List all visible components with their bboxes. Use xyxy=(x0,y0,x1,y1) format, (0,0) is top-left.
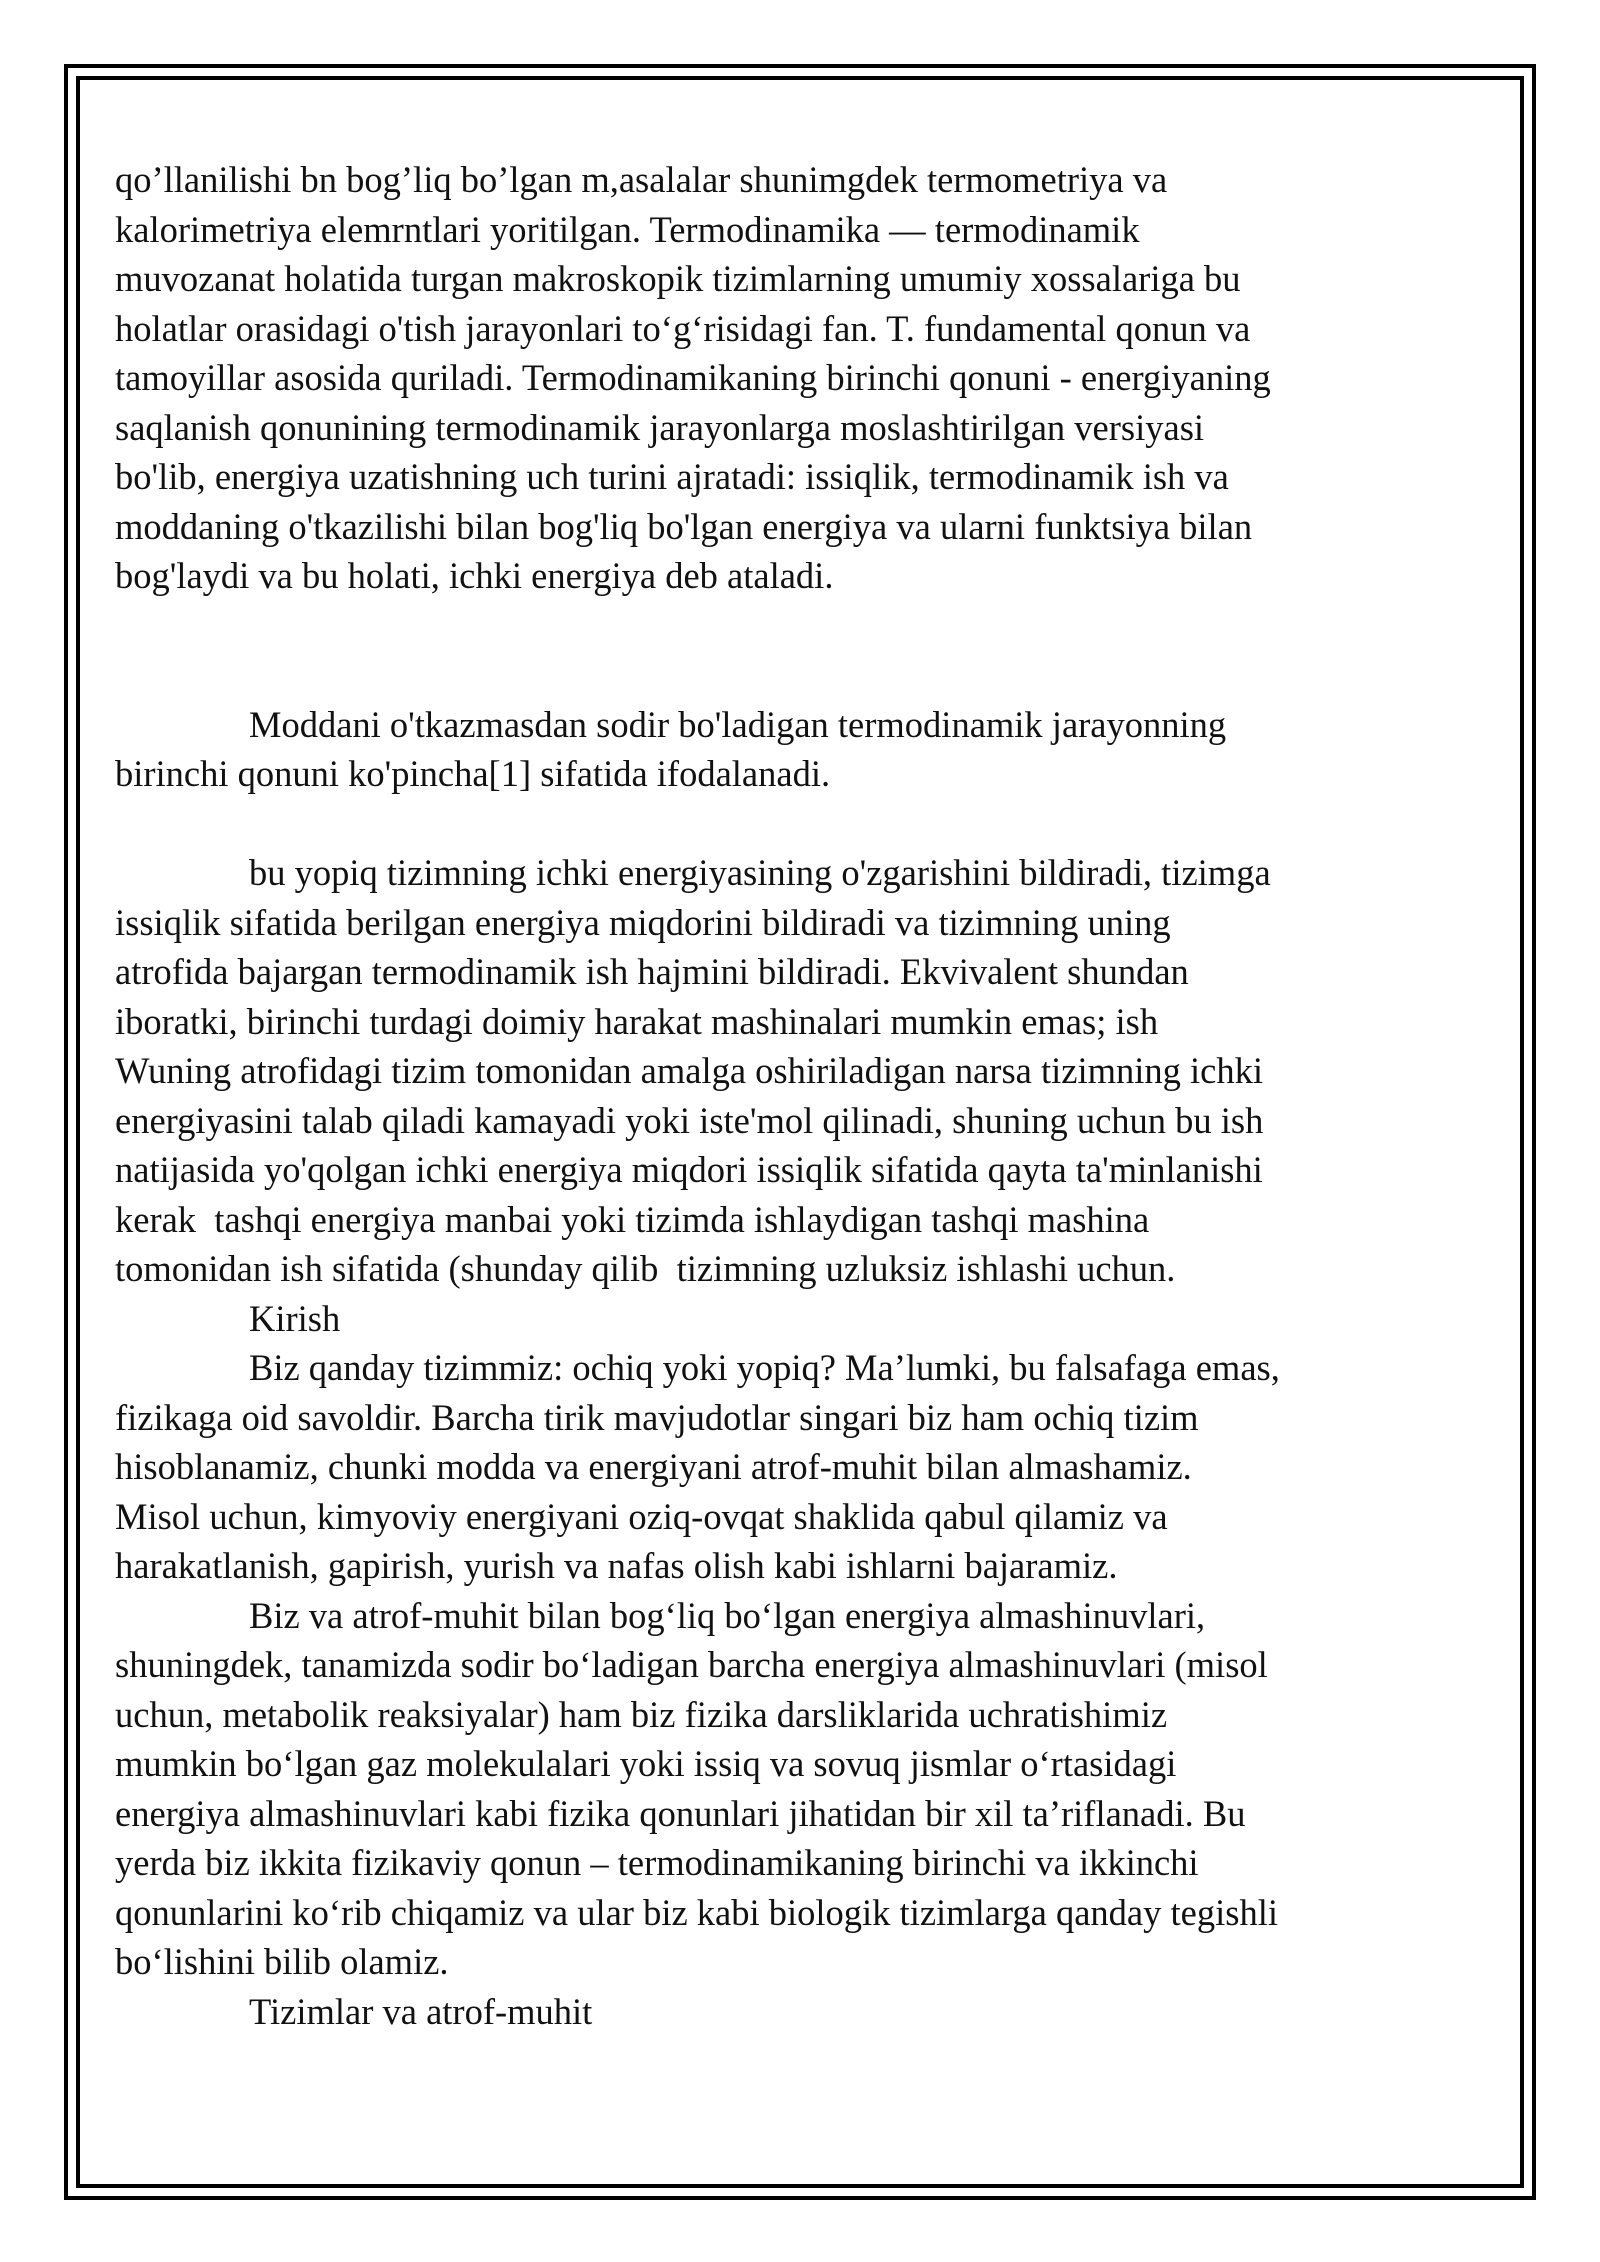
paragraph-spacer xyxy=(115,601,1495,700)
paragraph-closed-system: bu yopiq tizimning ichki energiyasining o'zgarishini bildiradi, tizimga issiqlik sifatida berilgan energiya miqdorini bildiradi va tizimning uning atrofida bajargan termodinamik ish hajmini bildiradi. Ekvivalent shundan iboratki, birinchi turdagi doimiy harakat mashinalari mumkin emas; ish Wuning atrofidagi tizim tomonidan amalga oshiriladigan narsa tizimning ichki energiyasini talab qiladi kamayadi yoki iste'mol qilinadi, shuning uchun bu ish natijasida yo'qolgan ichki energiya miqdori issiqlik sifatida qayta ta'minlanishi kerak tashqi energiya manbai yoki tizimda ishlaydigan tashqi mashina tomonidan ish sifatida (shunday qilib tizimning uzluksiz ishlashi uchun. xyxy=(115,852,1271,1289)
document-body xyxy=(115,155,1495,2036)
heading-kirish: Kirish xyxy=(249,1297,341,1339)
heading-systems-environment: Tizimlar va atrof-muhit xyxy=(249,1990,593,2032)
paragraph-open-system: Biz qanday tizimmiz: ochiq yoki yopiq? Ma’lumki, bu falsafaga emas, fizikaga oid savoldir. Barcha tirik mavjudotlar singari biz ham ochiq tizim hisoblanamiz, chunki modda va energiyani atrof-muhit bilan almashamiz. Misol uchun, kimyoviy energiyani oziq-ovqat shaklida qabul qilamiz va harakatlanish, gapirish, yurish va nafas olish kabi ishlarni bajaramiz. xyxy=(115,1347,1280,1586)
paragraph-energy-exchange: Biz va atrof-muhit bilan bog‘liq bo‘lgan energiya almashinuvlari, shuningdek, tanamizda sodir bo‘ladigan barcha energiya almashinuvlari (misol uchun, metabolik reaksiyalar) ham biz fizika darsliklarida uchratishimiz mumkin bo‘lgan gaz molekulalari yoki issiq va sovuq jismlar o‘rtasidagi energiya almashinuvlari kabi fizika qonunlari jihatidan bir xil ta’riflanadi. Bu yerda biz ikkita fizikaviy qonun – termodinamikaning birinchi va ikkinchi qonunlarini ko‘rib chiqamiz va ular biz kabi biologik tizimlarga qanday tegishli bo‘lishini bilib olamiz. xyxy=(115,1594,1278,1982)
paragraph-spacer xyxy=(115,799,1495,849)
paragraph-first-law: Moddani o'tkazmasdan sodir bo'ladigan termodinamik jarayonning birinchi qonuni ko'pincha[1] sifatida ifodalanadi. xyxy=(115,703,1227,794)
paragraph-intro: qo’llanilishi bn bog’liq bo’lgan m,asalalar shunimgdek termometriya va kalorimetriya elemrntlari yoritilgan. Termodinamika — termodinamik muvozanat holatida turgan makroskopik tizimlarning umumiy xossalariga bu holatlar orasidagi o'tish jarayonlari to‘g‘risidagi fan. T. fundamental qonun va tamoyillar asosida quriladi. Termodinamikaning birinchi qonuni - energiyaning saqlanish qonunining termodinamik jarayonlarga moslashtirilgan versiyasi bo'lib, energiya uzatishning uch turini ajratadi: issiqlik, termodinamik ish va moddaning o'tkazilishi bilan bog'liq bo'lgan energiya va ularni funktsiya bilan bog'laydi va bu holati, ichki energiya deb ataladi. xyxy=(115,159,1271,596)
